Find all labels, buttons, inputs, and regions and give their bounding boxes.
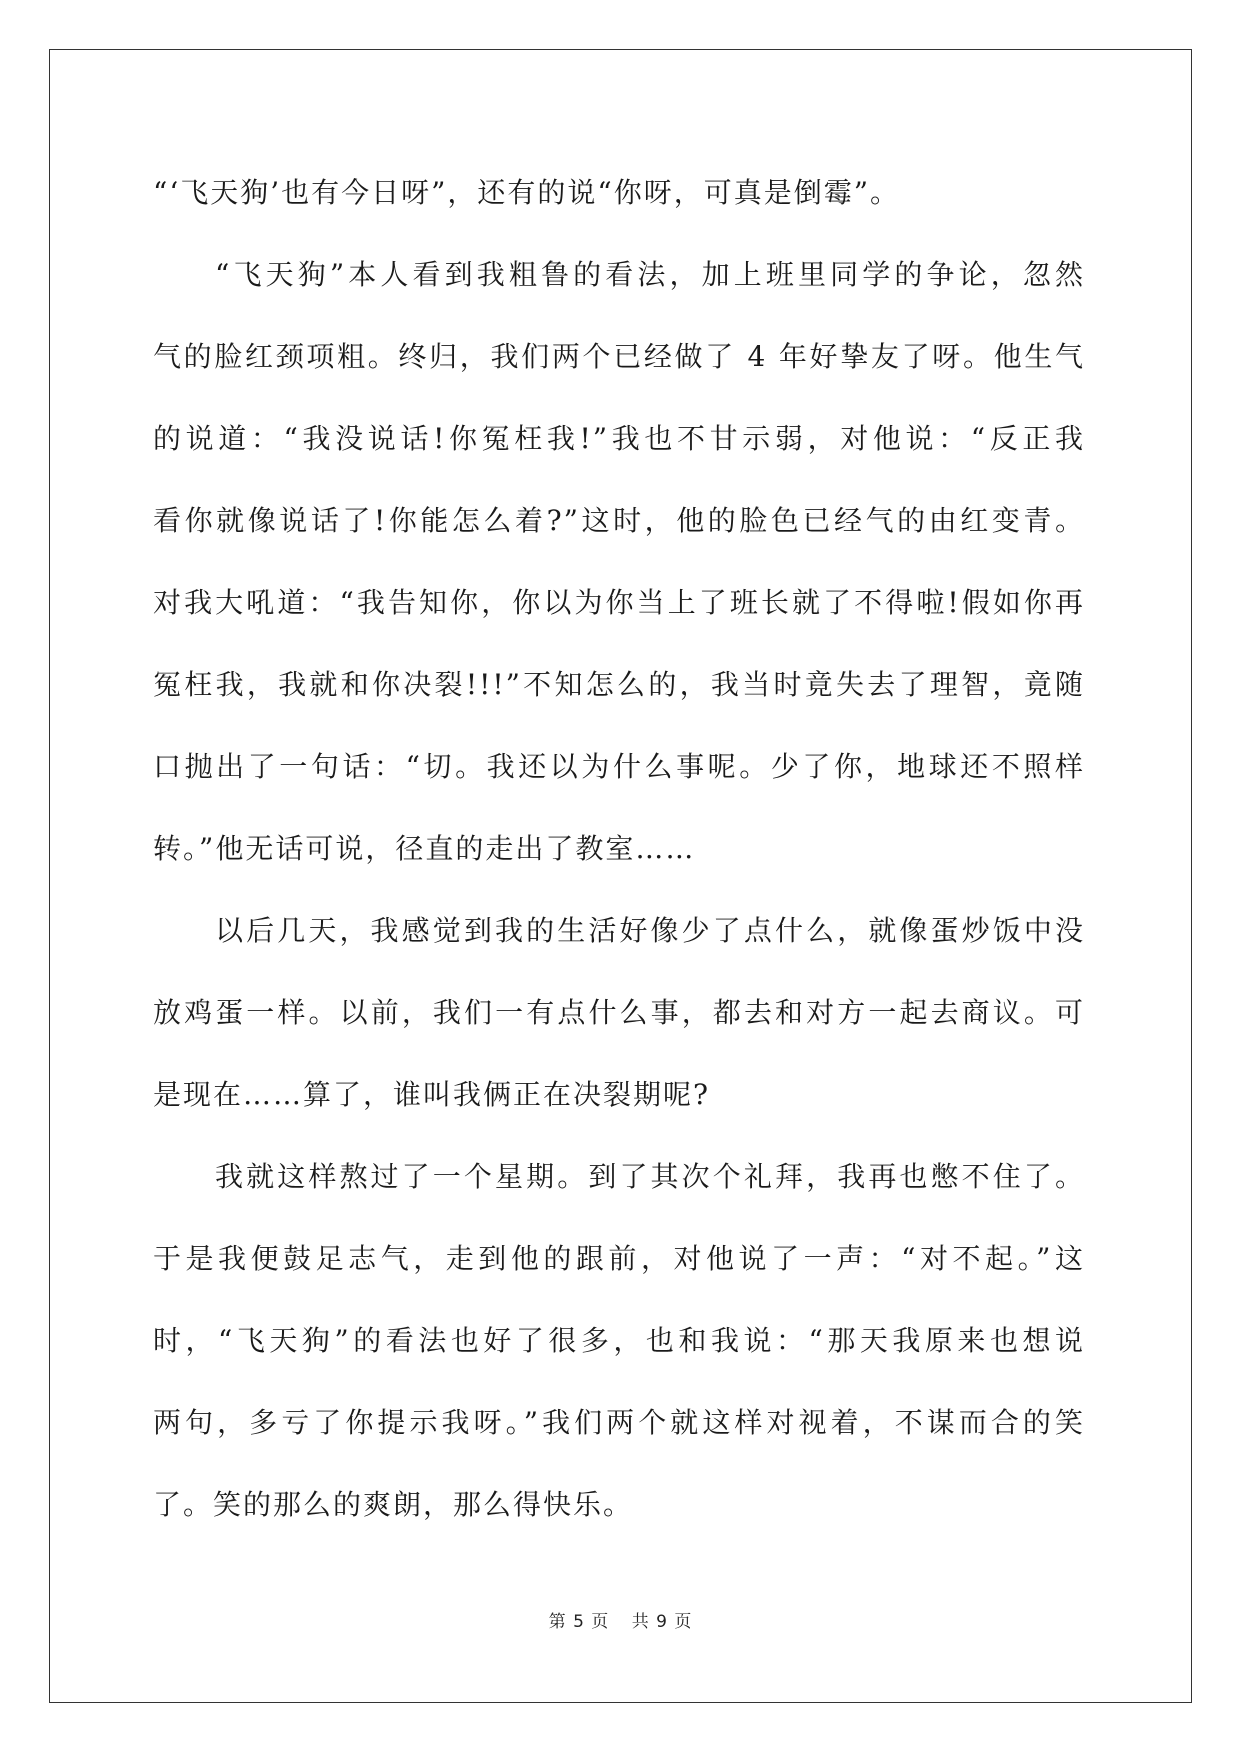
text-line-5: 看你就像说话了!你能怎么着?”这时，他的脸色已经气的由红变青。 <box>153 504 1085 537</box>
text-line-12: 是现在……算了，谁叫我俩正在决裂期呢? <box>153 1078 711 1111</box>
text-line-7: 冤枉我，我就和你决裂!!!”不知怎么的，我当时竟失去了理智，竟随 <box>153 668 1085 701</box>
text-line-9: 转。”他无话可说，径直的走出了教室…… <box>153 832 696 865</box>
text-line-14: 于是我便鼓足志气，走到他的跟前，对他说了一声：“对不起。”这 <box>153 1242 1085 1275</box>
text-line-13: 我就这样熬过了一个星期。到了其次个礼拜，我再也憋不住了。 <box>215 1160 1085 1193</box>
text-line-10: 以后几天，我感觉到我的生活好像少了点什么，就像蛋炒饭中没 <box>215 914 1085 947</box>
text-line-4: 的说道：“我没说话!你冤枉我!”我也不甘示弱，对他说：“反正我 <box>153 422 1085 455</box>
text-line-11: 放鸡蛋一样。以前，我们一有点什么事，都去和对方一起去商议。可 <box>153 996 1085 1029</box>
text-line-2: “飞天狗”本人看到我粗鲁的看法，加上班里同学的争论，忽然 <box>215 258 1085 291</box>
page-footer <box>0 1607 1241 1632</box>
document-body <box>153 152 1085 1546</box>
text-line-1: “‘飞天狗’也有今日呀”，还有的说“你呀，可真是倒霉”。 <box>153 176 901 209</box>
text-line-17: 了。笑的那么的爽朗，那么得快乐。 <box>153 1488 634 1521</box>
text-line-8: 口抛出了一句话：“切。我还以为什么事呢。少了你，地球还不照样 <box>153 750 1085 783</box>
text-line-16: 两句，多亏了你提示我呀。”我们两个就这样对视着，不谋而合的笑 <box>153 1406 1085 1439</box>
text-line-15: 时，“飞天狗”的看法也好了很多，也和我说：“那天我原来也想说 <box>153 1324 1085 1357</box>
text-line-6: 对我大吼道：“我告知你，你以为你当上了班长就了不得啦!假如你再 <box>153 586 1085 619</box>
page-total: 共 9 页 <box>631 1612 693 1632</box>
page-number: 第 5 页 <box>548 1612 610 1632</box>
text-line-3: 气的脸红颈项粗。终归，我们两个已经做了 4 年好挚友了呀。他生气 <box>153 340 1085 373</box>
